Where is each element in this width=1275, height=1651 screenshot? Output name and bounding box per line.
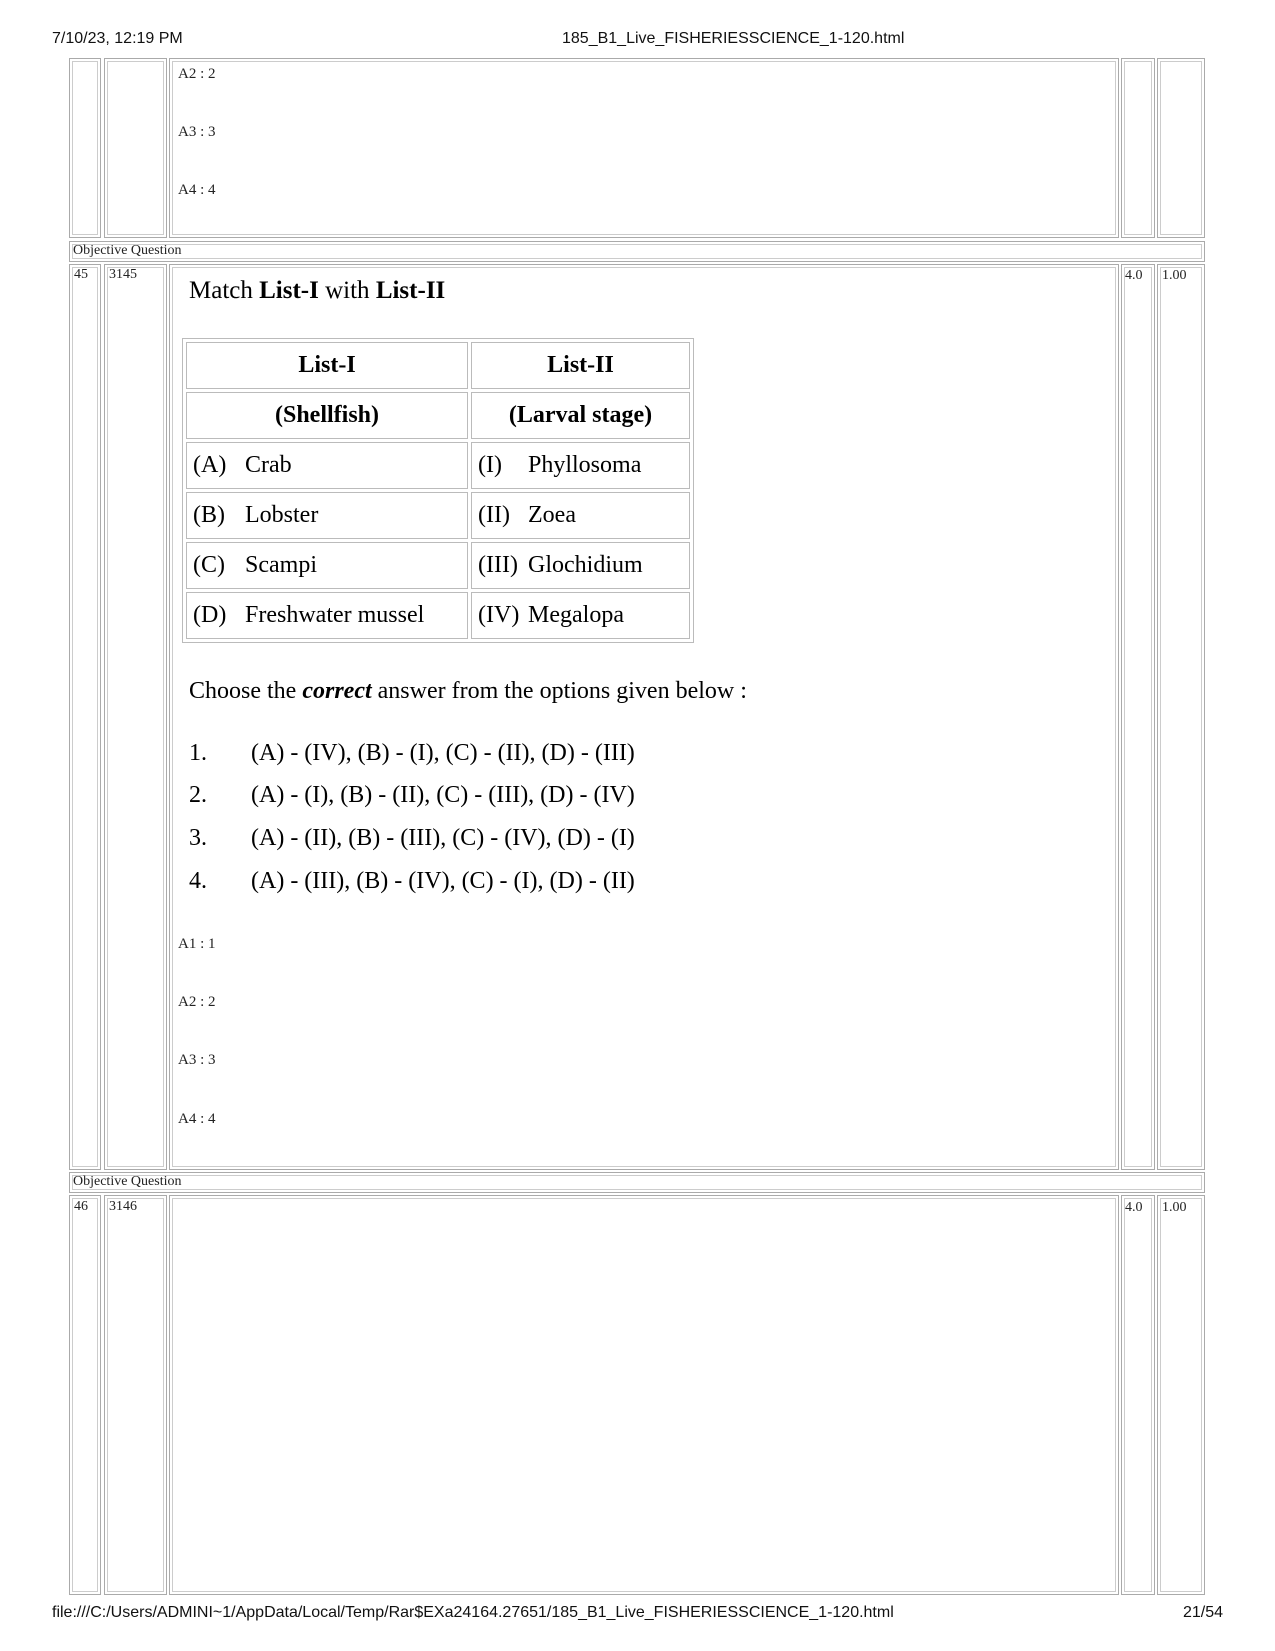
match-table [182, 338, 694, 643]
list-ii-subheader: (Larval stage) [471, 392, 690, 439]
q46-marks-cell [1121, 1195, 1155, 1595]
answer-choice: 1. (A) - (IV), (B) - (I), (C) - (II), (D) - (III) [189, 740, 635, 766]
prev-qid-cell [104, 58, 167, 238]
q45-question-title: Match List-I with List-II [189, 277, 446, 304]
q45-section-bar [69, 241, 1205, 262]
q46-neg-cell [1157, 1195, 1205, 1595]
q46-negative-marks: 1.00 [1162, 1200, 1187, 1215]
list-i-item: (A) Crab [186, 442, 468, 489]
q45-option-a1: A1 : 1 [178, 936, 216, 952]
list-ii-item: (III) Glochidium [471, 542, 690, 589]
q46-sno-cell [69, 1195, 101, 1595]
answer-choice: 2. (A) - (I), (B) - (II), (C) - (III), (D) - (IV) [189, 782, 635, 808]
q45-option-a2: A2 : 2 [178, 994, 216, 1010]
answer-choice: 3. (A) - (II), (B) - (III), (C) - (IV), (D) - (I) [189, 825, 635, 851]
prev-marks-cell [1121, 58, 1155, 238]
q46-section-label: Objective Question [73, 1174, 182, 1189]
choose-instruction: Choose the correct answer from the options given below : [189, 678, 747, 704]
prev-option-a3: A3 : 3 [178, 124, 216, 140]
q46-qid-cell [104, 1195, 167, 1595]
list-i-item: (B) Lobster [186, 492, 468, 539]
answer-choice: 4. (A) - (III), (B) - (IV), (C) - (I), (D) - (II) [189, 868, 635, 894]
print-datetime: 7/10/23, 12:19 PM [52, 30, 183, 47]
q46-qid: 3146 [109, 1199, 137, 1214]
prev-sno-cell [69, 58, 101, 238]
prev-option-a2: A2 : 2 [178, 66, 216, 82]
print-doc-title: 185_B1_Live_FISHERIESSCIENCE_1-120.html [562, 30, 905, 47]
q45-neg-cell [1157, 264, 1205, 1170]
prev-neg-cell [1157, 58, 1205, 238]
q45-option-a3: A3 : 3 [178, 1052, 216, 1068]
match-subheader-row [186, 392, 690, 439]
q45-qid-cell [104, 264, 167, 1170]
q45-sno: 45 [74, 267, 88, 282]
q46-marks: 4.0 [1125, 1200, 1143, 1215]
print-file-path: file:///C:/Users/ADMINI~1/AppData/Local/Temp/Rar$EXa24164.27651/185_B1_Live_FISHERIESSCIENCE_1-120.html [52, 1604, 894, 1621]
list-i-subheader: (Shellfish) [186, 392, 468, 439]
q45-section-label: Objective Question [73, 243, 182, 258]
list-ii-item: (II) Zoea [471, 492, 690, 539]
q45-qid: 3145 [109, 267, 137, 282]
list-i-item: (D) Freshwater mussel [186, 592, 468, 639]
prev-body-cell [169, 58, 1119, 238]
match-row [186, 542, 690, 589]
print-page-number: 21/54 [1183, 1604, 1224, 1621]
q46-section-bar [69, 1172, 1205, 1193]
match-row [186, 442, 690, 489]
list-ii-header: List-II [471, 342, 690, 389]
match-header-row [186, 342, 690, 389]
list-ii-item: (I) Phyllosoma [471, 442, 690, 489]
q46-body-cell [169, 1195, 1119, 1595]
q45-marks-cell [1121, 264, 1155, 1170]
list-i-header: List-I [186, 342, 468, 389]
q46-sno: 46 [74, 1199, 88, 1214]
list-i-item: (C) Scampi [186, 542, 468, 589]
q45-negative-marks: 1.00 [1162, 268, 1187, 283]
list-ii-item: (IV) Megalopa [471, 592, 690, 639]
q45-marks: 4.0 [1125, 268, 1143, 283]
q45-option-a4: A4 : 4 [178, 1111, 216, 1127]
prev-option-a4: A4 : 4 [178, 182, 216, 198]
match-row [186, 492, 690, 539]
match-row [186, 592, 690, 639]
q45-sno-cell [69, 264, 101, 1170]
